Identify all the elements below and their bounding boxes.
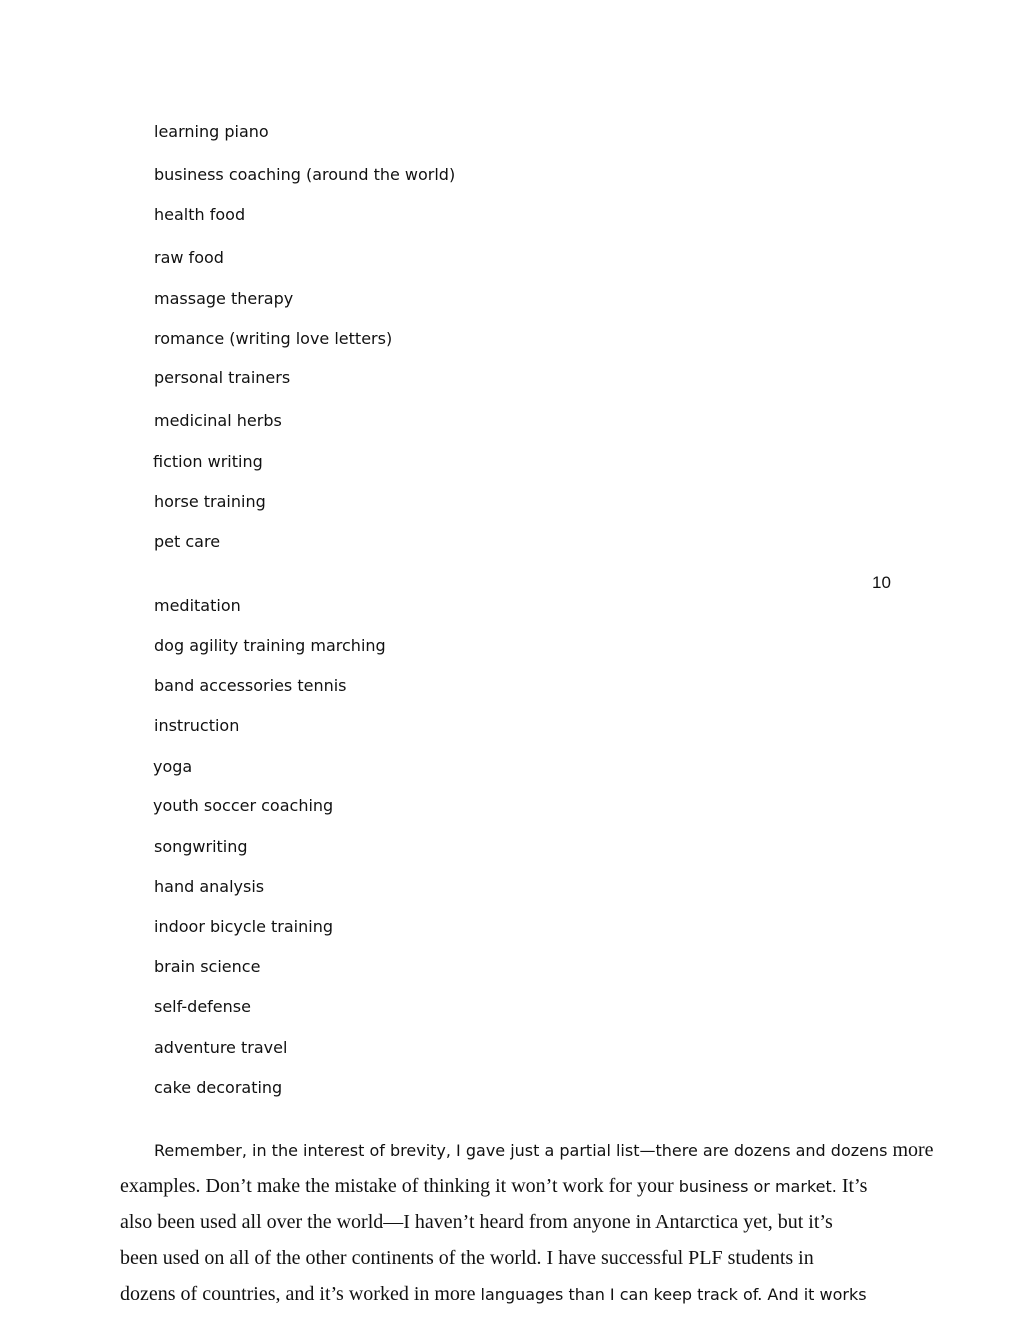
paragraph-text: dozens of countries, and it’s worked in more: [120, 1283, 476, 1305]
list-item: hand analysis: [154, 877, 265, 896]
paragraph-line: [120, 1282, 867, 1308]
list-item: pet care: [154, 532, 221, 551]
page-number: 10: [872, 573, 891, 592]
paragraph-line: [154, 1138, 934, 1164]
paragraph-line: been used on all of the other continents of the world. I have successful PLF students in: [120, 1247, 814, 1269]
list-item: fiction writing: [153, 452, 263, 471]
list-item: youth soccer coaching: [153, 796, 334, 815]
list-item: band accessories tennis: [154, 676, 347, 695]
paragraph-text: It’s: [836, 1175, 868, 1197]
list-item: business coaching (around the world): [154, 165, 456, 184]
paragraph-line: also been used all over the world—I haven’t heard from anyone in Antarctica yet, but it’s: [120, 1211, 833, 1233]
list-item: meditation: [154, 596, 241, 615]
list-item: raw food: [154, 248, 224, 267]
paragraph-text: more: [887, 1139, 934, 1161]
list-item: instruction: [154, 716, 240, 735]
list-item: massage therapy: [154, 289, 294, 308]
list-item: romance (writing love letters): [154, 329, 393, 348]
list-item: medicinal herbs: [154, 411, 282, 430]
list-item: personal trainers: [154, 368, 291, 387]
list-item: songwriting: [154, 837, 248, 856]
list-item: indoor bicycle training: [154, 917, 334, 936]
list-item: health food: [154, 205, 246, 224]
list-item: learning piano: [154, 122, 269, 141]
paragraph-text: business or market.: [673, 1177, 837, 1196]
paragraph-text: Remember, in the interest of brevity, I gave just a partial list—there are dozens and dozens: [154, 1141, 888, 1160]
list-item: yoga: [153, 757, 193, 776]
list-item: adventure travel: [154, 1038, 288, 1057]
paragraph-text: examples. Don’t make the mistake of thinking it won’t work for your: [120, 1175, 674, 1197]
list-item: self-defense: [154, 997, 251, 1016]
paragraph-text: languages than I can keep track of. And it works: [475, 1285, 867, 1304]
list-item: brain science: [154, 957, 261, 976]
list-item: cake decorating: [154, 1078, 283, 1097]
list-item: horse training: [154, 492, 266, 511]
list-item: dog agility training marching: [154, 636, 386, 655]
paragraph-line: [120, 1174, 867, 1200]
